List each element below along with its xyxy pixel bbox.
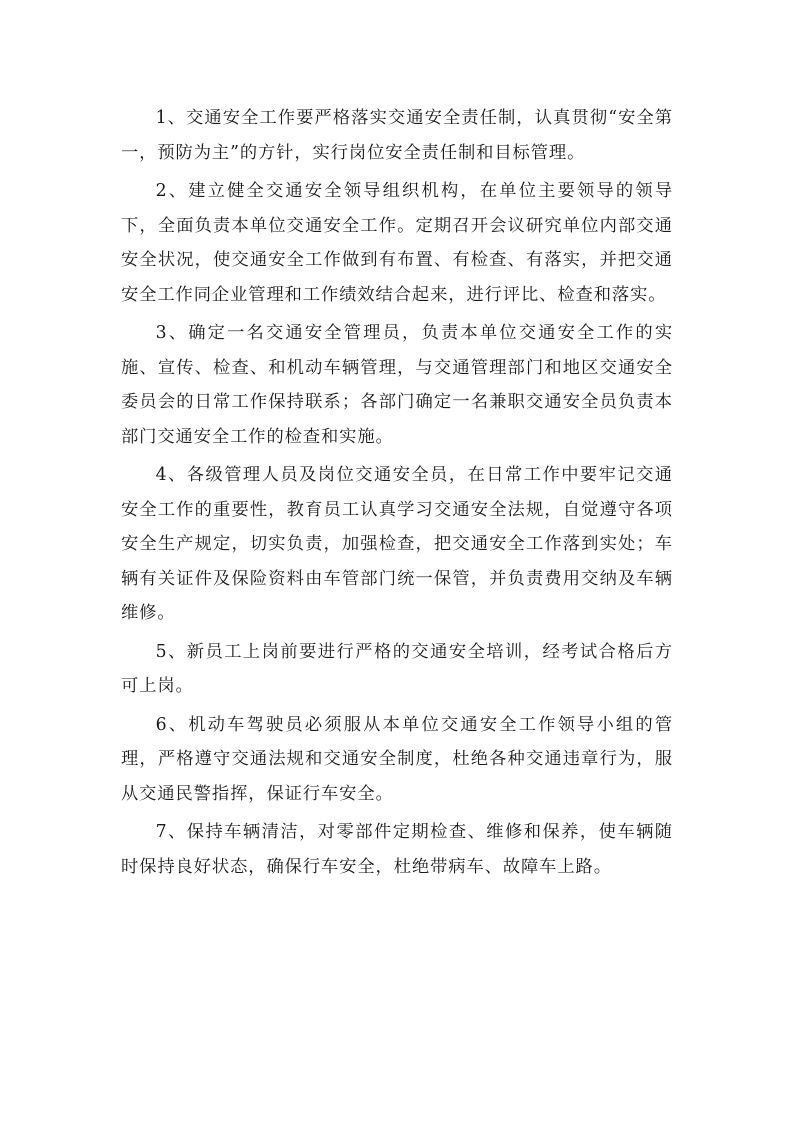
paragraph-4: 4、各级管理人员及岗位交通安全员，在日常工作中要牢记交通安全工作的重要性，教育员工认真学习交通安全法规，自觉遵守各项安全生产规定，切实负责，加强检查，把交通安全工作落到实处；车辆有关证件及保险资料由车管部门统一保管，并负责费用交纳及车辆维修。 — [121, 465, 673, 623]
paragraph-1: 1、交通安全工作要严格落实交通安全责任制，认真贯彻“安全第一，预防为主”的方针，实行岗位安全责任制和目标管理。 — [121, 108, 673, 163]
paragraph-2: 2、建立健全交通安全领导组织机构，在单位主要领导的领导下，全面负责本单位交通安全工作。定期召开会议研究单位内部交通安全状况，使交通安全工作做到有布置、有检查、有落实，并把交通安全工作同企业管理和工作绩效结合起来，进行评比、检查和落实。 — [121, 181, 673, 305]
paragraph-7: 7、保持车辆清洁，对零部件定期检查、维修和保养，使车辆随时保持良好状态，确保行车安全，杜绝带病车、故障车上路。 — [121, 822, 673, 877]
document-body — [121, 101, 673, 884]
paragraph-3: 3、确定一名交通安全管理员，负责本单位交通安全工作的实施、宣传、检查、和机动车辆管理，与交通管理部门和地区交通安全委员会的日常工作保持联系；各部门确定一名兼职交通安全员负责本部门交通安全工作的检查和实施。 — [121, 323, 673, 447]
paragraph-5: 5、新员工上岗前要进行严格的交通安全培训，经考试合格后方可上岗。 — [121, 641, 673, 696]
paragraph-6: 6、机动车驾驶员必须服从本单位交通安全工作领导小组的管理，严格遵守交通法规和交通安全制度，杜绝各种交通违章行为，服从交通民警指挥，保证行车安全。 — [121, 714, 673, 804]
